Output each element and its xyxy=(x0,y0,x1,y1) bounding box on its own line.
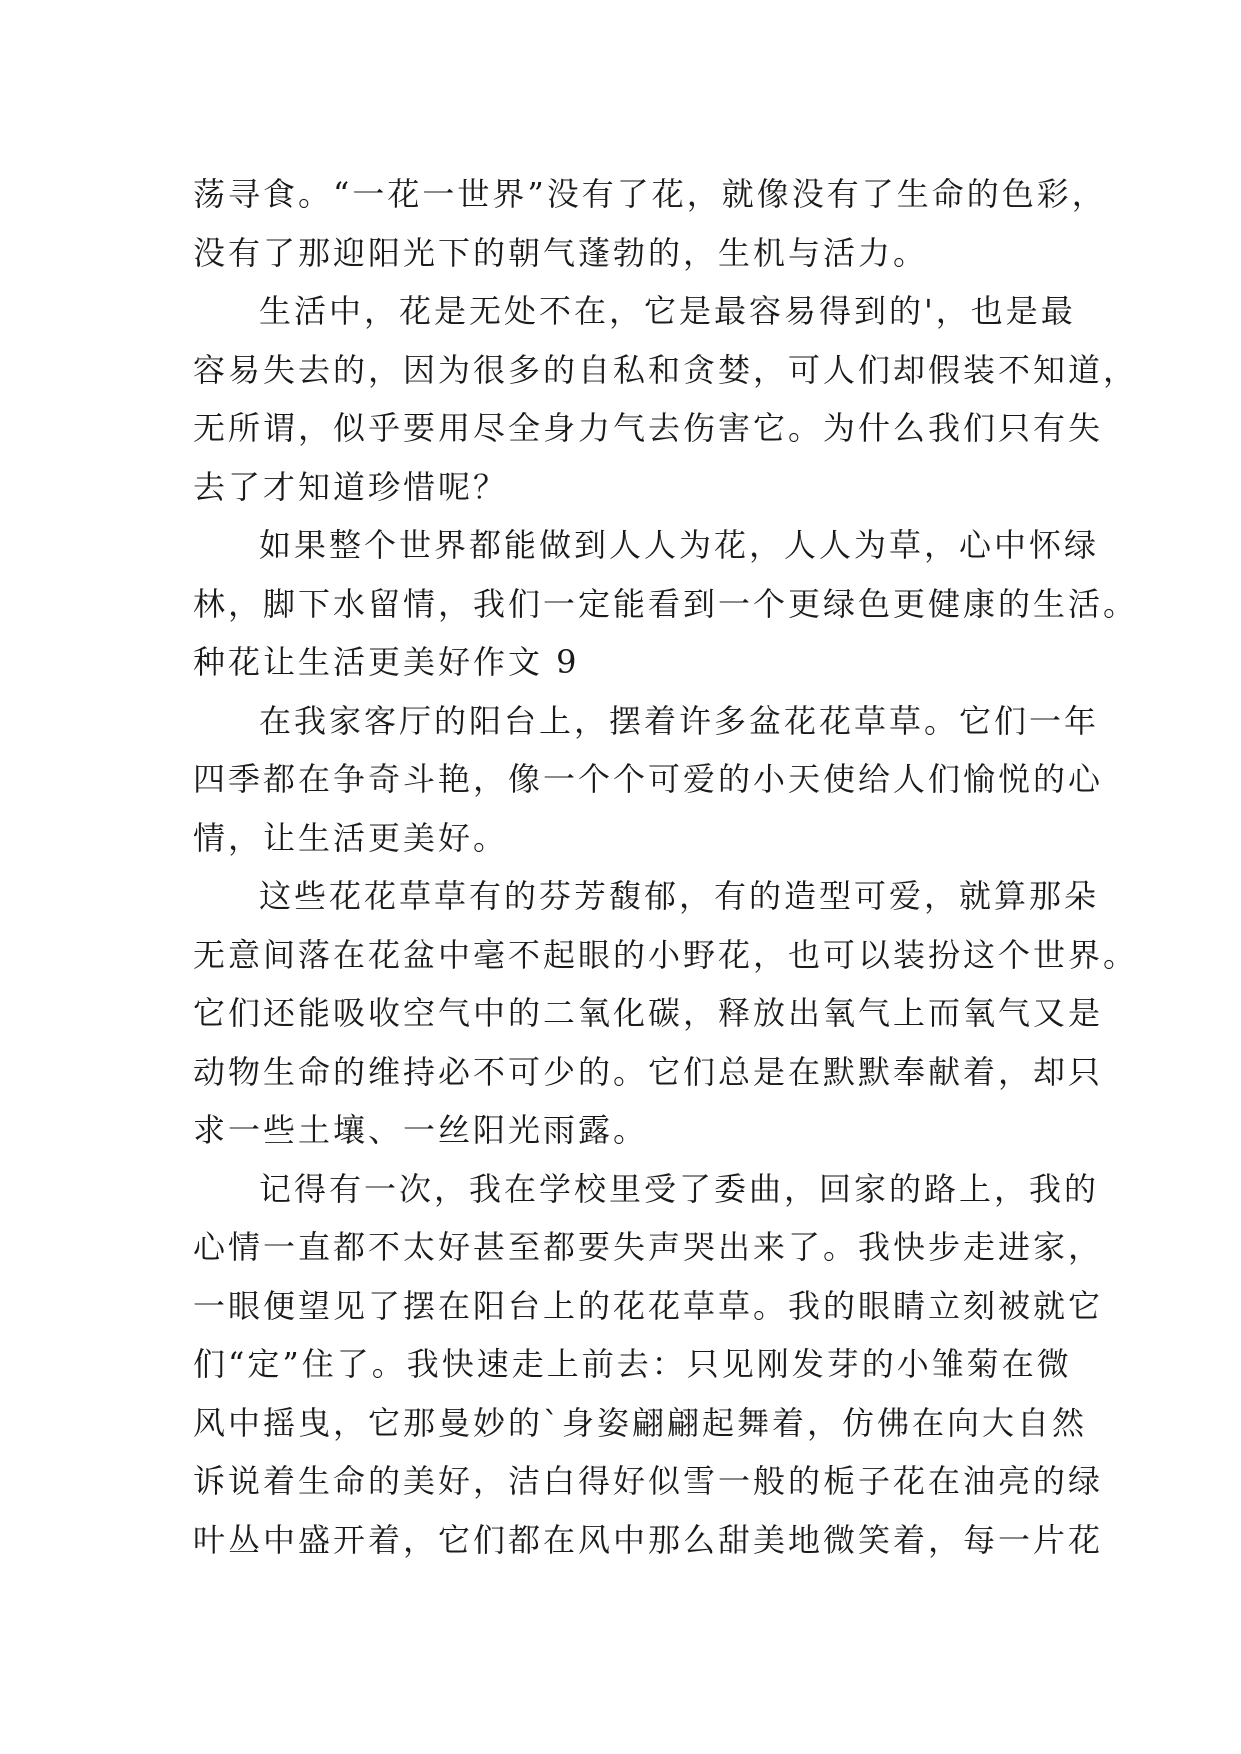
text-line: 四季都在争奇斗艳，像一个个可爱的小天使给人们愉悦的心 xyxy=(193,760,1104,798)
text-line: 荡寻食。“一花一世界”没有了花，就像没有了生命的色彩， xyxy=(193,175,1107,213)
text-line: 诉说着生命的美好，洁白得好似雪一般的栀子花在油亮的绿 xyxy=(193,1462,1104,1500)
text-line: 生活中，花是无处不在，它是最容易得到的'，也是最 xyxy=(259,292,1076,330)
text-line: 容易失去的，因为很多的自私和贪婪，可人们却假装不知道， xyxy=(193,350,1139,389)
text-line: 情，让生活更美好。 xyxy=(193,818,509,857)
text-line: 林，脚下水留情，我们一定能看到一个更绿色更健康的生活。 xyxy=(193,584,1139,623)
text-line: 一眼便望见了摆在阳台上的花花草草。我的眼睛立刻被就它 xyxy=(193,1286,1104,1325)
text-line: 求一些土壤、一丝阳光雨露。 xyxy=(193,1111,649,1149)
document-body xyxy=(193,165,1139,1569)
text-line: 去了才知道珍惜呢？ xyxy=(193,467,509,506)
text-line: 在我家客厅的阳台上，摆着许多盆花花草草。它们一年 xyxy=(259,701,1100,740)
text-line: 这些花花草草有的芬芳馥郁，有的造型可爱，就算那朵 xyxy=(259,877,1100,915)
text-line: 它们还能吸收空气中的二氧化碳，释放出氧气上而氧气又是 xyxy=(193,994,1104,1032)
text-line: 们“定”住了。我快速走上前去：只见刚发芽的小雏菊在微 xyxy=(193,1345,1072,1383)
text-line: 无意间落在花盆中毫不起眼的小野花，也可以装扮这个世界。 xyxy=(193,935,1139,974)
text-line: 动物生命的维持必不可少的。它们总是在默默奉献着，却只 xyxy=(193,1052,1104,1091)
text-line: 叶丛中盛开着，它们都在风中那么甜美地微笑着，每一片花 xyxy=(193,1520,1104,1559)
text-line: 心情一直都不太好甚至都要失声哭出来了。我快步走进家， xyxy=(193,1228,1104,1266)
text-line: 无所谓，似乎要用尽全身力气去伤害它。为什么我们只有失 xyxy=(193,409,1104,447)
text-line: 风中摇曳，它那曼妙的`身姿翩翩起舞着，仿佛在向大自然 xyxy=(193,1403,1088,1442)
text-line: 没有了那迎阳光下的朝气蓬勃的，生机与活力。 xyxy=(193,233,929,272)
text-line: 记得有一次，我在学校里受了委曲，回家的路上，我的 xyxy=(259,1169,1100,1208)
text-line: 如果整个世界都能做到人人为花，人人为草，心中怀绿 xyxy=(259,526,1100,564)
text-line: 种花让生活更美好作文 9 xyxy=(193,643,580,681)
